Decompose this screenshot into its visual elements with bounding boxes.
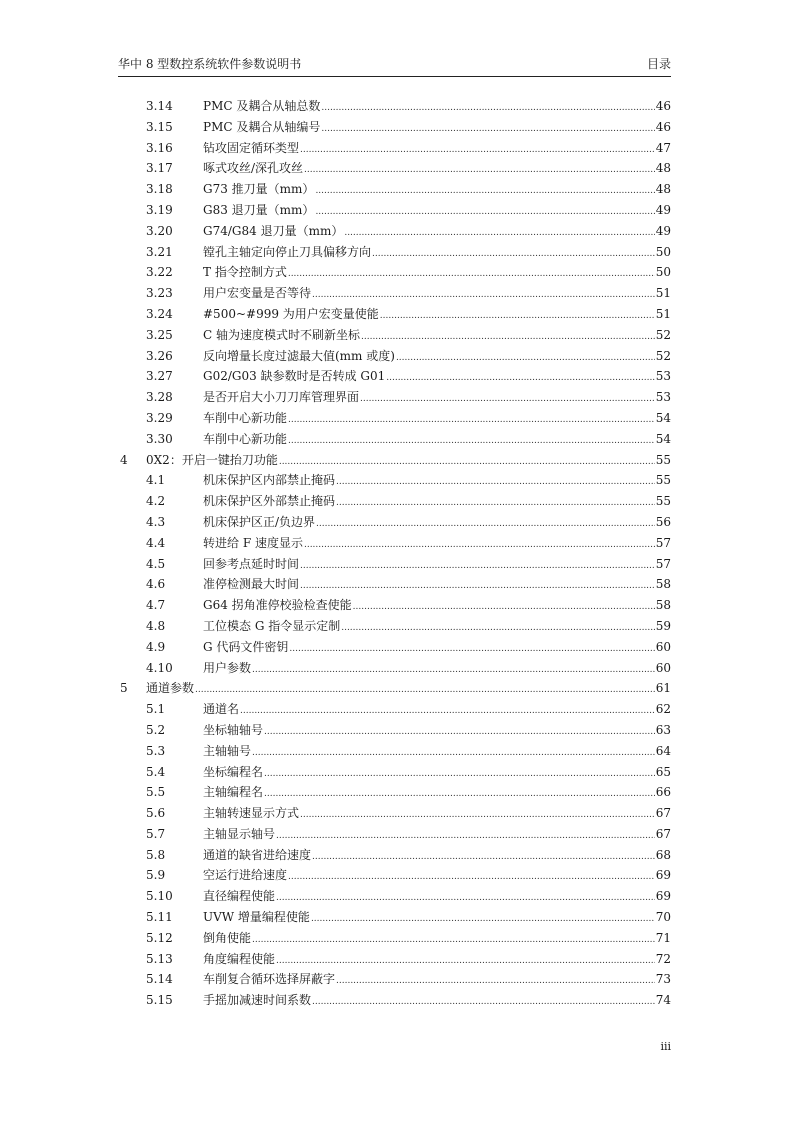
toc-entry-number: 3.26 [146,348,173,363]
toc-entry[interactable] [118,595,671,616]
toc-entry-page: 64 [655,743,671,758]
toc-entry-number: 5.2 [146,722,166,737]
toc-entry-line [203,429,671,452]
toc-leader-dots [372,244,655,265]
toc-entry-title[interactable]: G02/G03 缺参数时是否转成 G01 [203,369,386,384]
toc-entry-title[interactable]: 准停检测最大时间 [203,577,300,592]
toc-entry-title[interactable]: 主轴编程名 [203,785,264,800]
toc-entry-line [203,824,671,847]
toc-entry[interactable] [118,450,671,471]
toc-entry-number: 4.8 [146,618,166,633]
toc-entry[interactable] [118,117,671,138]
toc-entry-page: 60 [655,639,671,654]
toc-leader-dots [252,743,655,764]
toc-entry-title[interactable]: 反向增量长度过滤最大值(mm 或度) [203,348,395,363]
toc-leader-dots [380,306,655,327]
toc-entry-line [203,346,671,369]
toc-entry-line [203,803,671,826]
toc-entry-number: 4.7 [146,598,166,613]
toc-entry-page: 73 [655,972,671,987]
toc-entry-title[interactable]: 主轴显示轴号 [203,826,276,841]
toc-entry-title[interactable]: 机床保护区外部禁止掩码 [203,494,336,509]
toc-entry-line [203,949,671,972]
toc-entry[interactable] [118,907,671,928]
toc-entry-page: 48 [655,161,671,176]
toc-entry-page: 62 [655,702,671,717]
toc-entry[interactable] [118,262,671,283]
toc-leader-dots [264,764,655,785]
toc-entry-line [203,512,671,535]
toc-entry-line [203,928,671,951]
toc-entry-page: 55 [655,494,671,509]
toc-entry-number: 5.14 [146,972,173,987]
toc-entry-page: 67 [655,826,671,841]
toc-entry-number: 4.10 [146,660,173,675]
toc-entry-page: 57 [655,556,671,571]
toc-entry-number: 5.10 [146,889,173,904]
toc-entry-title[interactable]: 通道的缺省进给速度 [203,847,312,862]
toc-entry-number: 3.16 [146,140,173,155]
toc-entry-line [203,304,671,327]
toc-entry[interactable] [118,658,671,679]
toc-entry-line [203,595,671,618]
toc-entry[interactable] [118,200,671,221]
toc-entry-title[interactable]: 直径编程使能 [203,889,276,904]
toc-entry[interactable] [118,242,671,263]
toc-leader-dots [300,576,655,597]
toc-leader-dots [276,826,655,847]
toc-entry-number: 5.5 [146,785,166,800]
toc-entry-title[interactable]: T 指令控制方式 [203,265,287,280]
toc-entry-number: 3.15 [146,119,173,134]
table-of-contents [118,96,671,1011]
toc-entry-title[interactable]: 啄式攻丝/深孔攻丝 [203,161,304,176]
toc-entry-line [203,616,671,639]
toc-entry-number: 3.27 [146,369,173,384]
toc-entry-title[interactable]: C 轴为速度模式时不刷新坐标 [203,327,360,342]
toc-entry-line [203,533,671,556]
toc-leader-dots [336,472,655,493]
toc-leader-dots [195,680,655,701]
toc-entry[interactable] [118,554,671,575]
toc-entry-title[interactable]: G74/G84 退刀量（mm） [203,223,344,238]
toc-entry[interactable] [118,304,671,325]
toc-entry-number: 5.15 [146,993,173,1008]
toc-entry-title[interactable]: 通道参数 [146,681,195,696]
toc-leader-dots [300,805,655,826]
toc-entry-title[interactable]: G83 退刀量（mm） [203,202,315,217]
toc-entry[interactable] [118,762,671,783]
toc-entry[interactable] [118,720,671,741]
toc-leader-dots [336,493,655,514]
toc-entry-title[interactable]: G73 推刀量（mm） [203,182,315,197]
toc-entry-page: 61 [655,681,671,696]
toc-entry-page: 50 [655,244,671,259]
toc-entry-line [203,782,671,805]
toc-entry-page: 69 [655,889,671,904]
toc-entry-line [203,720,671,743]
toc-entry-title[interactable]: 空运行进给速度 [203,868,288,883]
toc-leader-dots [252,660,655,681]
toc-entry-number: 3.20 [146,223,173,238]
toc-leader-dots [386,368,654,389]
toc-entry-number: 3.30 [146,431,173,446]
toc-entry-title[interactable]: 用户宏变量是否等待 [203,286,312,301]
section-title: 目录 [646,57,671,71]
toc-entry-line [203,366,671,389]
document-title: 华中 8 型数控系统软件参数说明书 [118,57,302,71]
toc-entry[interactable] [118,138,671,159]
toc-entry[interactable] [118,616,671,637]
toc-entry-page: 58 [655,598,671,613]
toc-entry-title[interactable]: PMC 及耦合从轴总数 [203,99,321,113]
toc-entry-title[interactable]: 机床保护区内部禁止掩码 [203,473,336,488]
toc-entry-page: 68 [655,847,671,862]
toc-leader-dots [312,847,655,868]
toc-leader-dots [360,389,655,410]
toc-entry[interactable] [118,283,671,304]
toc-entry[interactable] [118,741,671,762]
toc-leader-dots [311,909,655,930]
toc-entry-page: 53 [655,390,671,405]
toc-entry-page: 60 [655,660,671,675]
toc-entry-line [203,408,671,431]
toc-leader-dots [312,992,655,1013]
toc-entry-line [203,242,671,265]
toc-entry-number: 5.9 [146,868,166,883]
toc-entry-line [203,886,671,909]
toc-leader-dots [312,285,655,306]
toc-entry-line [203,637,671,660]
toc-entry[interactable] [118,949,671,970]
toc-entry-title[interactable]: 工位模态 G 指令显示定制 [203,618,341,633]
toc-leader-dots [321,119,654,140]
toc-entry-page: 55 [655,452,671,467]
toc-entry-number: 5.1 [146,702,166,717]
toc-entry-page: 55 [655,473,671,488]
toc-entry-number: 3.25 [146,327,173,342]
toc-entry-number: 5.12 [146,930,173,945]
toc-entry-number: 4.5 [146,556,166,571]
toc-entry-title[interactable]: 车削中心新功能 [203,431,288,446]
toc-entry-line [203,699,671,722]
toc-entry-title[interactable]: UVW 增量编程使能 [203,910,310,925]
toc-entry-page: 49 [655,223,671,238]
toc-entry-page: 49 [655,202,671,217]
toc-entry[interactable] [118,865,671,886]
toc-entry-line [203,138,671,161]
toc-entry-number: 3.28 [146,390,173,405]
toc-entry-title[interactable]: 0X2：开启一键抬刀功能 [146,452,278,467]
toc-entry-title[interactable]: 转进给 F 速度显示 [203,535,303,550]
toc-entry-line [203,762,671,785]
toc-entry-line [203,200,671,223]
toc-entry-number: 5.3 [146,743,166,758]
toc-leader-dots [288,867,655,888]
toc-entry-number: 3.21 [146,244,173,259]
toc-entry-page: 54 [655,410,671,425]
toc-entry-title[interactable]: 钻攻固定循环类型 [203,140,300,155]
toc-entry-number: 4.3 [146,514,166,529]
toc-entry-line [203,221,671,244]
toc-entry-page: 59 [655,618,671,633]
toc-entry[interactable] [118,366,671,387]
toc-leader-dots [289,639,654,660]
toc-entry-number: 4.2 [146,494,166,509]
toc-entry[interactable] [118,408,671,429]
toc-entry-title[interactable]: G64 拐角准停校验检查使能 [203,598,352,613]
toc-leader-dots [316,514,655,535]
toc-entry-line [203,262,671,285]
toc-leader-dots [361,327,655,348]
toc-entry-line [203,990,671,1013]
toc-entry-title[interactable]: 角度编程使能 [203,951,276,966]
toc-entry[interactable] [118,782,671,803]
toc-entry-line [203,387,671,410]
toc-leader-dots [240,701,655,722]
toc-entry-line [203,658,671,681]
toc-entry-number: 5.7 [146,826,166,841]
toc-entry[interactable] [118,803,671,824]
toc-leader-dots [264,784,655,805]
toc-entry-number: 3.23 [146,286,173,301]
toc-entry-line [203,470,671,493]
toc-entry-line [203,907,671,930]
toc-entry-line [203,741,671,764]
toc-entry[interactable] [118,886,671,907]
toc-entry[interactable] [118,470,671,491]
toc-entry[interactable] [118,845,671,866]
toc-entry-page: 51 [655,306,671,321]
toc-entry[interactable] [118,221,671,242]
toc-entry-number: 3.19 [146,202,173,217]
toc-leader-dots [304,535,655,556]
page-header [118,56,671,77]
toc-entry[interactable] [118,96,671,117]
toc-entry-number: 4 [120,452,128,467]
toc-leader-dots [288,264,655,285]
toc-entry-title[interactable]: 手摇加减速时间系数 [203,993,312,1008]
toc-entry-page: 56 [655,514,671,529]
toc-leader-dots [288,410,655,431]
toc-entry[interactable] [118,179,671,200]
toc-entry-page: 71 [655,930,671,945]
toc-entry-page: 72 [655,951,671,966]
toc-entry[interactable] [118,969,671,990]
toc-entry-page: 48 [655,182,671,197]
toc-entry-number: 3.18 [146,182,173,197]
toc-entry-line [203,574,671,597]
toc-leader-dots [288,431,655,452]
toc-leader-dots [353,597,655,618]
toc-entry[interactable] [118,824,671,845]
toc-entry-title[interactable]: 镗孔主轴定向停止刀具偏移方向 [203,244,372,259]
toc-entry-number: 5.8 [146,847,166,862]
toc-entry[interactable] [118,387,671,408]
toc-entry-page: 50 [655,265,671,280]
toc-entry-line [146,450,671,473]
toc-entry[interactable] [118,491,671,512]
toc-entry-page: 66 [655,785,671,800]
toc-entry-page: 65 [655,764,671,779]
toc-entry-title[interactable]: 通道名 [203,702,240,717]
toc-entry-number: 3.22 [146,265,173,280]
toc-leader-dots [300,140,655,161]
toc-leader-dots [315,181,654,202]
toc-entry-line [203,491,671,514]
toc-entry[interactable] [118,533,671,554]
toc-entry-number: 5.11 [146,910,173,925]
toc-entry-title[interactable]: 主轴轴号 [203,743,252,758]
toc-entry-title[interactable]: 倒角使能 [203,930,252,945]
toc-entry-number: 5.13 [146,951,173,966]
toc-leader-dots [341,618,655,639]
toc-entry-line [203,325,671,348]
toc-leader-dots [264,722,655,743]
toc-leader-dots [315,202,654,223]
toc-entry[interactable] [118,574,671,595]
toc-entry[interactable] [118,678,671,699]
toc-entry[interactable] [118,990,671,1011]
toc-leader-dots [279,452,655,473]
toc-entry-title[interactable]: 是否开启大小刀刀库管理界面 [203,390,360,405]
toc-entry-page: 58 [655,577,671,592]
toc-entry-line [203,554,671,577]
toc-entry-page: 51 [655,286,671,301]
toc-entry-title[interactable]: 主轴转速显示方式 [203,806,300,821]
toc-leader-dots [252,930,655,951]
toc-entry-title[interactable]: 坐标轴轴号 [203,722,264,737]
toc-entry-line [203,179,671,202]
toc-entry-number: 4.9 [146,639,166,654]
toc-entry-page: 53 [655,369,671,384]
toc-entry-title[interactable]: 用户参数 [203,660,252,675]
toc-entry[interactable] [118,429,671,450]
toc-leader-dots [276,951,655,972]
toc-entry-page: 69 [655,868,671,883]
toc-leader-dots [336,971,655,992]
toc-entry[interactable] [118,699,671,720]
toc-entry-page: 47 [655,140,671,155]
toc-entry[interactable] [118,158,671,179]
toc-entry-title[interactable]: 车削复合循环选择屏蔽字 [203,972,336,987]
toc-entry-title[interactable]: 坐标编程名 [203,764,264,779]
toc-entry-number: 5 [120,681,128,696]
toc-entry-title[interactable]: #500~#999 为用户宏变量使能 [203,306,379,321]
toc-entry-line [203,117,671,140]
toc-entry-line [203,865,671,888]
toc-entry-number: 5.4 [146,764,166,779]
toc-entry-title[interactable]: 机床保护区正/负边界 [203,514,316,529]
toc-entry[interactable] [118,346,671,367]
toc-entry[interactable] [118,928,671,949]
toc-entry[interactable] [118,637,671,658]
toc-entry-title[interactable]: 回参考点延时时间 [203,556,300,571]
toc-entry-number: 3.24 [146,306,173,321]
toc-entry-page: 63 [655,722,671,737]
toc-entry-number: 3.29 [146,410,173,425]
toc-entry[interactable] [118,512,671,533]
toc-entry-page: 52 [655,327,671,342]
toc-leader-dots [396,348,655,369]
toc-entry-line [203,158,671,181]
toc-entry-page: 70 [655,910,671,925]
toc-entry-page: 74 [655,993,671,1008]
toc-entry-page: 67 [655,806,671,821]
toc-entry-title[interactable]: PMC 及耦合从轴编号 [203,119,321,134]
toc-entry-page: 57 [655,535,671,550]
toc-entry-title[interactable]: 车削中心新功能 [203,410,288,425]
toc-entry-number: 4.6 [146,577,166,592]
toc-entry-page: 54 [655,431,671,446]
toc-leader-dots [304,160,655,181]
toc-entry[interactable] [118,325,671,346]
toc-entry-number: 3.14 [146,99,173,113]
toc-entry-line [203,96,671,119]
toc-entry-number: 5.6 [146,806,166,821]
toc-entry-line [146,678,671,701]
toc-entry-number: 3.17 [146,161,173,176]
toc-entry-line [203,969,671,992]
toc-entry-number: 4.4 [146,535,166,550]
toc-leader-dots [321,98,654,119]
toc-entry-number: 4.1 [146,473,166,488]
toc-entry-page: 46 [655,99,671,113]
toc-entry-line [203,845,671,868]
toc-entry-page: 52 [655,348,671,363]
toc-leader-dots [276,888,655,909]
toc-entry-title[interactable]: G 代码文件密钥 [203,639,289,654]
page-number: iii [660,1040,671,1053]
toc-leader-dots [300,556,655,577]
toc-leader-dots [344,223,654,244]
toc-entry-line [203,283,671,306]
toc-entry-page: 46 [655,119,671,134]
